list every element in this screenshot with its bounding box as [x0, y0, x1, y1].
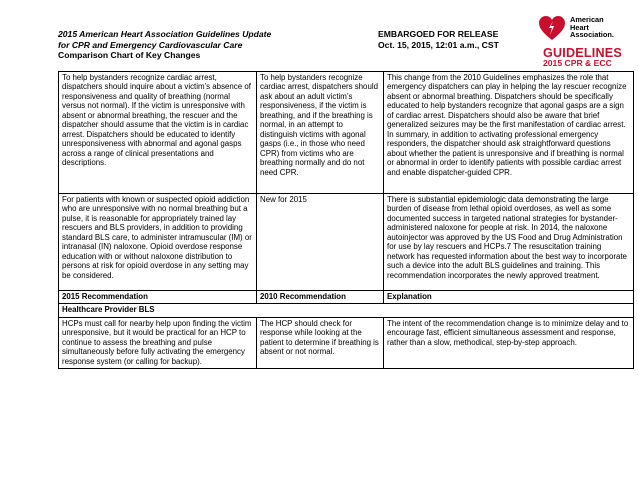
embargo-notice	[378, 29, 499, 50]
section-header-row	[59, 304, 634, 317]
guidelines-subtitle: 2015 CPR & ECC	[543, 58, 612, 68]
heart-torch-icon	[538, 14, 566, 42]
table-row	[59, 317, 634, 368]
cell-explanation: This change from the 2010 Guidelines emphasizes the role that emergency dispatchers can play in helping the lay rescuer recognize absent or abnormal breathing. Dispatchers should be specifically educated to help bystanders recognize that agonal gasps are a sign of cardiac arrest. Dispatchers should also be aware that brief generalized seizures may be the first manifestation of cardiac arrest. In summary, in addition to activating professional emergency responders, the dispatcher should ask straightforward questions about whether the patient is unresponsive and if breathing is normal or abnormal in order to identify patients with possible cardiac arrest and enable dispatcher-guided CPR.	[384, 72, 634, 194]
table-row	[59, 72, 634, 194]
cell-2015-recommendation: For patients with known or suspected opioid addiction who are unresponsive with no normal breathing but a pulse, it is reasonable for appropriately trained lay rescuers and BLS providers, in addition to providing standard BLS care, to administer intramuscular (IM) or intranasal (IN) naloxone. Opioid overdose response education with or without naloxone distribution to persons at risk for opioid overdose in any setting may be considered.	[59, 194, 257, 291]
cell-2015-recommendation: To help bystanders recognize cardiac arrest, dispatchers should inquire about a victim’s absence of responsiveness and quality of breathing (normal versus not normal). If the victim is unresponsive with absent or abnormal breathing, the rescuer and the dispatcher should assume that the victim is in cardiac arrest. Dispatchers should be educated to identify unresponsiveness with abnormal and agonal gasps across a range of clinical presentations and descriptions.	[59, 72, 257, 194]
document-header	[58, 29, 271, 61]
cell-2010-recommendation: The HCP should check for response while looking at the patient to determine if breathing is absent or not normal.	[257, 317, 384, 368]
header-title-line2: for CPR and Emergency Cardiovascular Care	[58, 39, 243, 50]
cell-explanation: There is substantial epidemiologic data demonstrating the large burden of disease from lethal opioid overdoses, as well as some documented success in targeted national strategies for bystander-administered naloxone for people at risk. In 2014, the naloxone autoinjector was approved by the US Food and Drug Administration for use by lay rescuers and HCPs.7 The resuscitation training network has requested information about the best way to incorporate such a device into the adult BLS guidelines and training. This recommendation incorporates the newly approved treatment.	[384, 194, 634, 291]
column-header-explanation: Explanation	[384, 291, 634, 304]
cell-2010-recommendation: To help bystanders recognize cardiac arrest, dispatchers should ask about an adult victim’s responsiveness, if the victim is breathing, and if the breathing is normal, in an attempt to distinguish victims with agonal gasps (i.e., in those who need CPR) from victims who are breathing normally and do not need CPR.	[257, 72, 384, 194]
section-title: Healthcare Provider BLS	[59, 304, 634, 317]
aha-logo	[536, 12, 626, 70]
aha-wordmark-line2: Heart	[570, 22, 589, 32]
aha-wordmark-line1: American	[570, 15, 604, 24]
embargo-label: EMBARGOED FOR RELEASE	[378, 29, 499, 39]
column-header-2015: 2015 Recommendation	[59, 291, 257, 304]
column-header-2010: 2010 Recommendation	[257, 291, 384, 304]
comparison-table	[58, 71, 634, 369]
cell-explanation: The intent of the recommendation change is to minimize delay and to encourage fast, efficient simultaneous assessment and response, rather than a slow, methodical, step-by-step approach.	[384, 317, 634, 368]
header-title-line1: 2015 American Heart Association Guidelines Update	[58, 29, 272, 39]
column-header-row	[59, 291, 634, 304]
table-row	[59, 194, 634, 291]
embargo-date: Oct. 15, 2015, 12:01 a.m., CST	[378, 39, 499, 50]
aha-wordmark	[570, 16, 614, 39]
header-subtitle: Comparison Chart of Key Changes	[58, 50, 201, 61]
guidelines-wordmark: GUIDELINES	[543, 46, 622, 60]
cell-2015-recommendation: HCPs must call for nearby help upon finding the victim unresponsive, but it would be practical for an HCP to continue to assess the breathing and pulse simultaneously before fully activating the emergency response system (or calling for backup).	[59, 317, 257, 368]
cell-2010-recommendation: New for 2015	[257, 194, 384, 291]
aha-wordmark-line3: Association.	[570, 30, 614, 40]
